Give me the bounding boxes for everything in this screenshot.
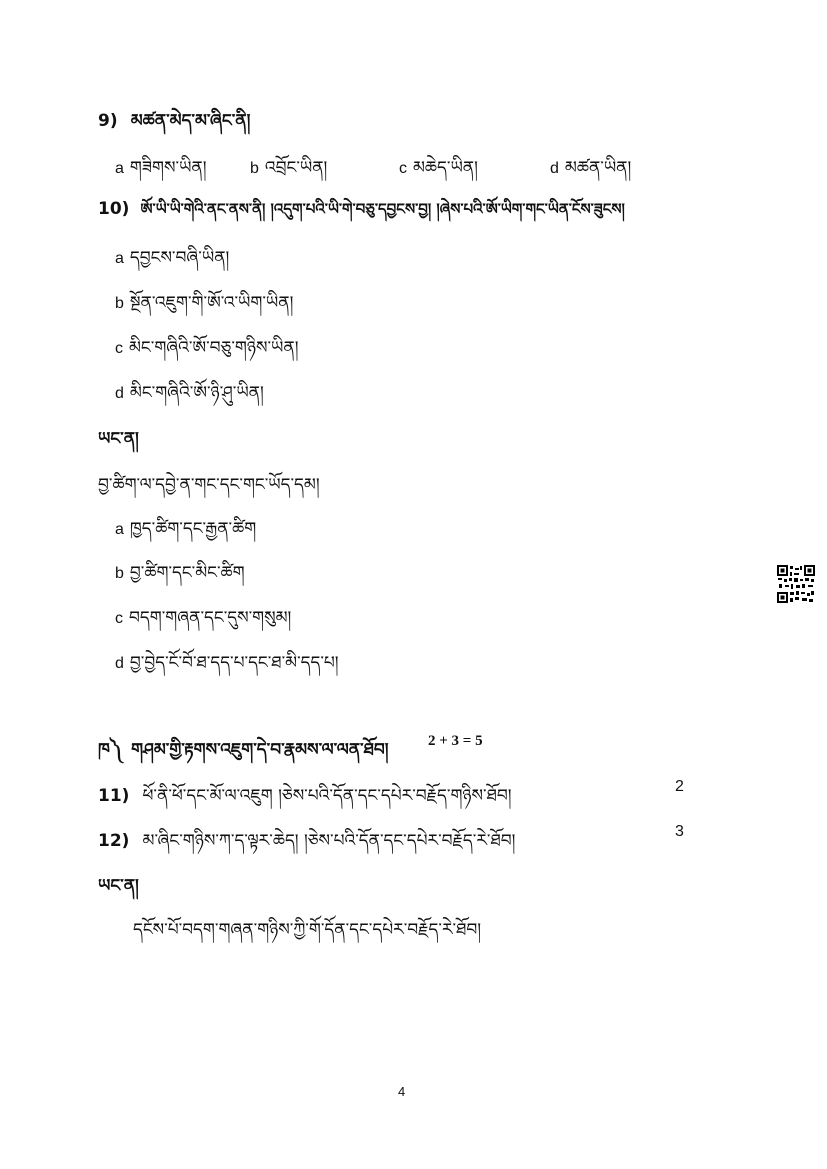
option-text: འབྲོང་ཡིན། xyxy=(264,158,328,178)
option-text: མིང་གཞིའི་ཨོ་ཉི་ཤུ་ཡིན། xyxy=(129,383,264,403)
option-d xyxy=(115,643,339,691)
option-letter: d xyxy=(115,655,124,672)
option-a xyxy=(115,238,229,286)
option-text: གཟིགས་ཡིན། xyxy=(129,158,207,178)
option-letter: b xyxy=(115,295,124,312)
option-letter: a xyxy=(115,250,124,267)
option-letter: a xyxy=(115,160,124,177)
option-b xyxy=(115,283,293,331)
question-marks: 2 xyxy=(675,778,684,795)
question-number: 10) xyxy=(98,199,130,219)
section-label: ཁ༽ xyxy=(98,740,123,760)
option-text: མཆེད་ཡིན། xyxy=(413,158,478,178)
question-text: ཕོ་ནི་ཕོ་དང་མོ་ལ་འཇུག །ཅེས་པའི་དོན་དང་དཔེར་བརྗོད་གཉིས་ཐོབ། xyxy=(142,786,512,806)
question-11 xyxy=(98,776,512,824)
option-text: བདག་གཞན་དང་དུས་གསུམ། xyxy=(129,608,292,628)
question-text: ཨོ་ཡི་ཡི་གེའི་ནང་ནས་ནི། །འདུག་པའི་ཡི་གེ་བཅུ་དབྱངས་བྱ། །ཞེས་པའི་ཨོ་ཡིག་གང་ཡིན་ངོས་ཟུངས། xyxy=(140,200,625,218)
option-c xyxy=(399,148,478,196)
question-10 xyxy=(98,193,625,235)
option-letter: b xyxy=(115,565,124,582)
option-text: སྔོན་འཇུག་གི་ཨོ་འ་ཡིག་ཡིན། xyxy=(129,293,294,313)
option-d xyxy=(115,373,264,421)
option-a xyxy=(115,509,256,557)
qr-code-icon xyxy=(777,565,815,603)
question-number: 12) xyxy=(98,831,130,851)
section-heading xyxy=(98,730,389,778)
option-c xyxy=(115,598,291,646)
option-text: བྱ་ཚིག་དང་མིང་ཚིག xyxy=(129,563,245,583)
question-text: མཚན་མེད་མ་ཞིང་ནི། xyxy=(130,111,251,131)
option-letter: d xyxy=(550,160,559,177)
option-letter: b xyxy=(250,160,259,177)
question-number: 11) xyxy=(98,786,130,806)
option-c xyxy=(115,328,298,376)
option-letter: d xyxy=(115,385,124,402)
section-title: གཤམ་གྱི་རྟགས་འཇུག་དེ་བ་རྣམས་ལ་ལན་ཐོབ། xyxy=(131,740,389,760)
question-12 xyxy=(98,821,515,869)
alternative-question-text: དངོས་པོ་བདག་གཞན་གཉིས་ཀྱི་གོ་དོན་དང་དཔེར་བརྗོད་རེ་ཐོབ། xyxy=(133,920,482,940)
option-letter: c xyxy=(115,610,123,627)
question-number: 9) xyxy=(98,111,118,131)
option-text: མཚན་ཡིན། xyxy=(564,158,632,178)
marks-formula: 2 + 3 = 5 xyxy=(428,733,483,749)
page-number: 4 xyxy=(398,1084,406,1099)
question-9 xyxy=(98,101,250,149)
option-b xyxy=(115,553,245,601)
option-letter: a xyxy=(115,521,124,538)
option-text: དབྱངས་བཞི་ཡིན། xyxy=(129,248,230,268)
alternative-question-text: བྱ་ཚིག་ལ་དབྱེ་ན་གང་དང་གང་ཡོད་དམ། xyxy=(98,475,320,495)
option-b xyxy=(250,148,327,196)
option-text: མིང་གཞིའི་ཨོ་བཅུ་གཉིས་ཡིན། xyxy=(129,338,299,358)
question-text: མ་ཞིང་གཉིས་ཀ་ད་ལྟར་ཆེད། །ཅེས་པའི་དོན་དང་དཔེར་བརྗོད་རེ་ཐོབ། xyxy=(142,831,516,851)
option-a xyxy=(115,148,207,196)
option-letter: c xyxy=(115,340,123,357)
or-label: ཡང་ན། xyxy=(98,876,139,896)
option-letter: c xyxy=(399,160,407,177)
option-text: བྱ་བྱེད་ངོ་བོ་ཐ་དད་པ་དང་ཐ་མི་དད་པ། xyxy=(129,653,339,673)
option-d xyxy=(550,148,631,196)
option-text: ཁྱད་ཚིག་དང་རྒྱན་ཚིག xyxy=(129,519,257,539)
question-marks: 3 xyxy=(675,823,684,840)
or-label: ཡང་ན། xyxy=(98,429,139,449)
